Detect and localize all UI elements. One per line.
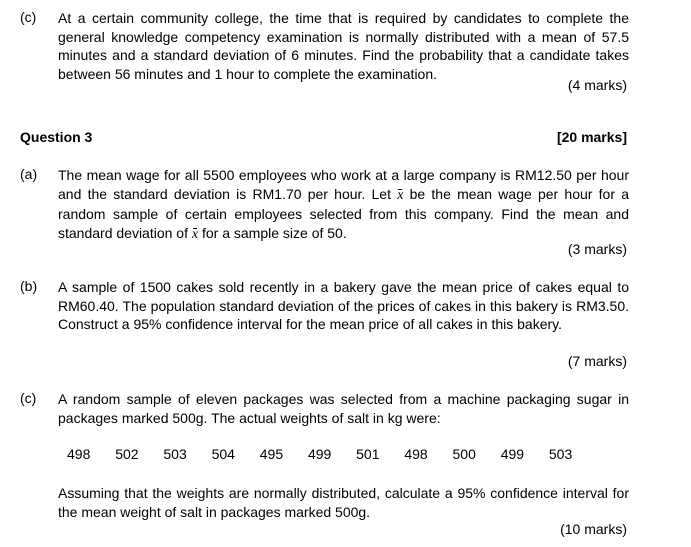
marks-label: (7 marks) [567, 353, 627, 369]
weights-row [67, 446, 597, 462]
weight-value: 504 [211, 446, 235, 462]
weight-value: 499 [307, 446, 332, 462]
weight-value: 500 [452, 446, 476, 462]
question-text: A random sample of eleven packages was selected from a machine packaging sugar in packages marked 500g. The actual weights of salt in kg were: [58, 391, 629, 426]
part-label: (a) [20, 166, 38, 182]
marks-label: (3 marks) [567, 241, 627, 257]
weight-value: 503 [163, 446, 187, 462]
question-title: Question 3 [20, 129, 93, 145]
weight-value: 501 [356, 446, 380, 462]
question-text: Assuming that the weights are normally distributed, calculate a 95% confidence interval for the mean weight of salt in packages marked 500g. [58, 485, 629, 520]
x-bar-symbol: x [397, 187, 403, 206]
weight-value: 498 [67, 446, 91, 462]
part-label: (c) [20, 390, 37, 406]
weight-value: 498 [404, 446, 428, 462]
x-bar-symbol: x [192, 226, 198, 245]
part-label: (c) [20, 9, 37, 25]
marks-label: (4 marks) [567, 77, 627, 93]
part-label: (b) [20, 278, 38, 294]
question-text [58, 166, 629, 244]
text-segment: The mean wage for all 5500 employees who work at a large company is RM12.50 per hour and the standard deviation is RM1.70 per hour. Let [58, 167, 629, 202]
text-segment: be the mean wage per hour for a random sample of certain employees selected from this company. Find the mean and standard deviation of [58, 185, 629, 241]
weight-value: 503 [548, 446, 573, 462]
weight-value: 499 [500, 446, 525, 462]
text-segment: for a sample size of 50. [198, 224, 347, 241]
total-marks: [20 marks] [556, 129, 627, 145]
weight-value: 495 [259, 446, 284, 462]
marks-label: (10 marks) [560, 521, 627, 537]
question-text: A sample of 1500 cakes sold recently in a bakery gave the mean price of cakes equal to RM60.40. The population standard deviation of the prices of cakes in this bakery is RM3.50. Construct a 95% confidence interval for the mean price of all cakes in this bakery. [58, 279, 629, 333]
weight-value: 502 [115, 446, 139, 462]
question-text: At a certain community college, the time that is required by candidates to complete the general knowledge competency examination is normally distributed with a mean of 57.5 minutes and a standard deviation of 6 minutes. Find the probability that a candidate takes between 56 minutes and 1 hour to complete the examination. [58, 10, 629, 82]
